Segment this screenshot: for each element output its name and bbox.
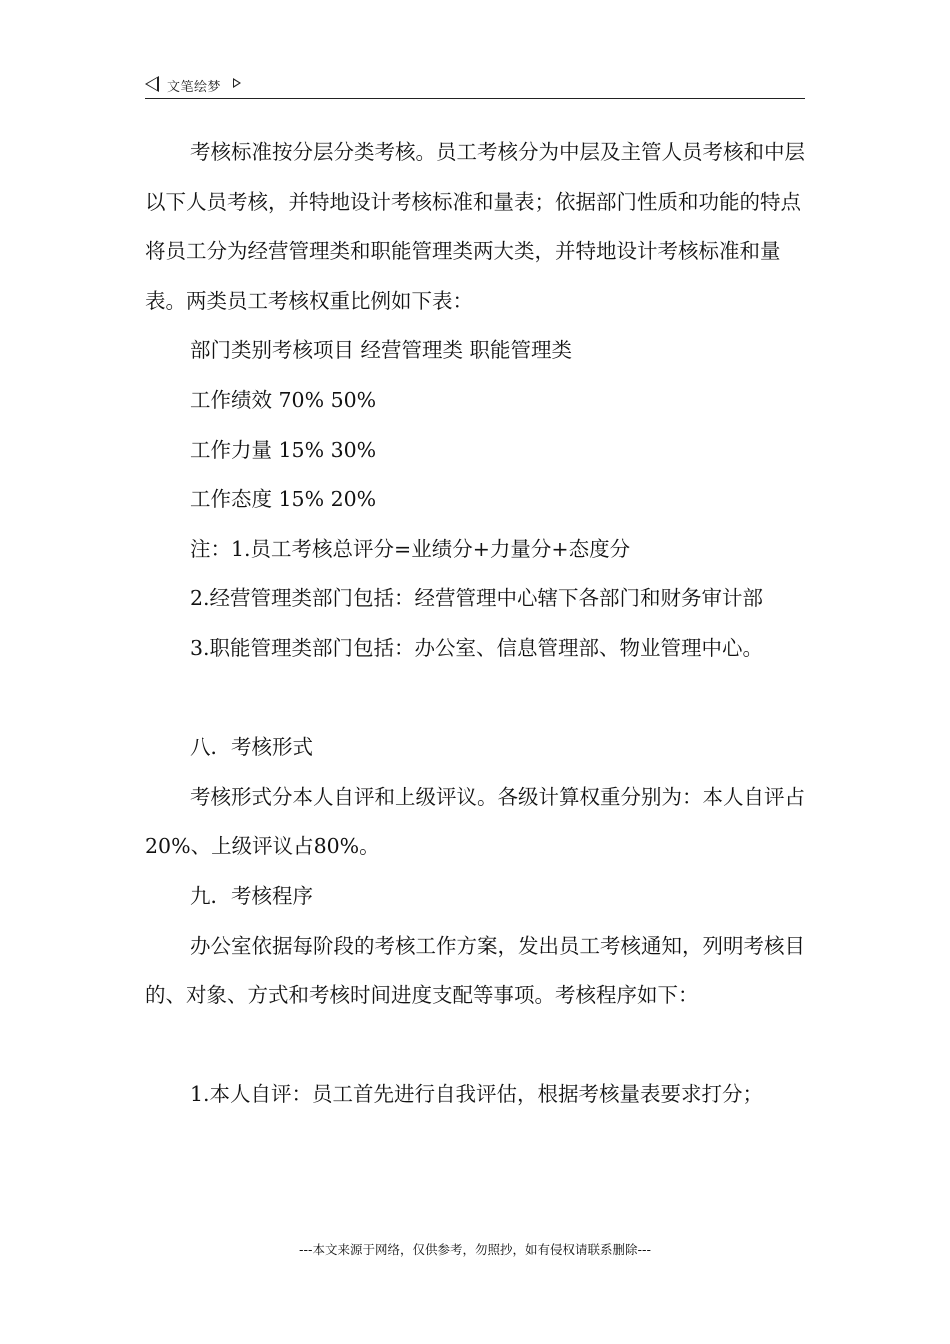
table-row-capability: 工作力量 15% 30% (190, 437, 377, 462)
page-header (145, 72, 805, 99)
spacer (145, 1021, 810, 1071)
note-1: 注：1.员工考核总评分=业绩分+力量分+态度分 (190, 536, 631, 561)
triangle-right-icon (233, 78, 241, 88)
paragraph-assessment-standard: 考核标准按分层分类考核。员工考核分为中层及主管人员考核和中层以下人员考核，并特地设计考核标准和量表；依据部门性质和功能的特点将员工分为经营管理类和职能管理类两大类，并特地设计考核标准和量表。两类员工考核权重比例如下表： (145, 140, 805, 313)
procedure-step-1: 1.本人自评：员工首先进行自我评估，根据考核量表要求打分； (190, 1082, 764, 1107)
spacer (145, 674, 810, 724)
table-header-line: 部门类别考核项目 经营管理类 职能管理类 (190, 338, 573, 363)
header-brand: 文笔绘梦 (167, 80, 222, 95)
table-row-performance: 工作绩效 70% 50% (190, 387, 377, 412)
triangle-left-icon (145, 76, 159, 92)
note-2: 2.经营管理类部门包括：经营管理中心辖下各部门和财务审计部 (190, 586, 764, 611)
section-heading-9: 九．考核程序 (190, 883, 313, 908)
paragraph-assessment-procedure: 办公室依据每阶段的考核工作方案，发出员工考核通知，列明考核目的、对象、方式和考核时间进度支配等事项。考核程序如下： (145, 933, 805, 1008)
table-row-attitude: 工作态度 15% 20% (190, 487, 377, 512)
page-footer: ---本文来源于网络，仅供参考，勿照抄，如有侵权请联系删除--- (298, 1242, 652, 1257)
paragraph-assessment-form: 考核形式分本人自评和上级评议。各级计算权重分别为：本人自评占20%、上级评议占80%。 (145, 784, 805, 859)
document-body (145, 128, 810, 1120)
section-heading-8: 八．考核形式 (190, 735, 313, 760)
note-3: 3.职能管理类部门包括：办公室、信息管理部、物业管理中心。 (190, 635, 764, 660)
